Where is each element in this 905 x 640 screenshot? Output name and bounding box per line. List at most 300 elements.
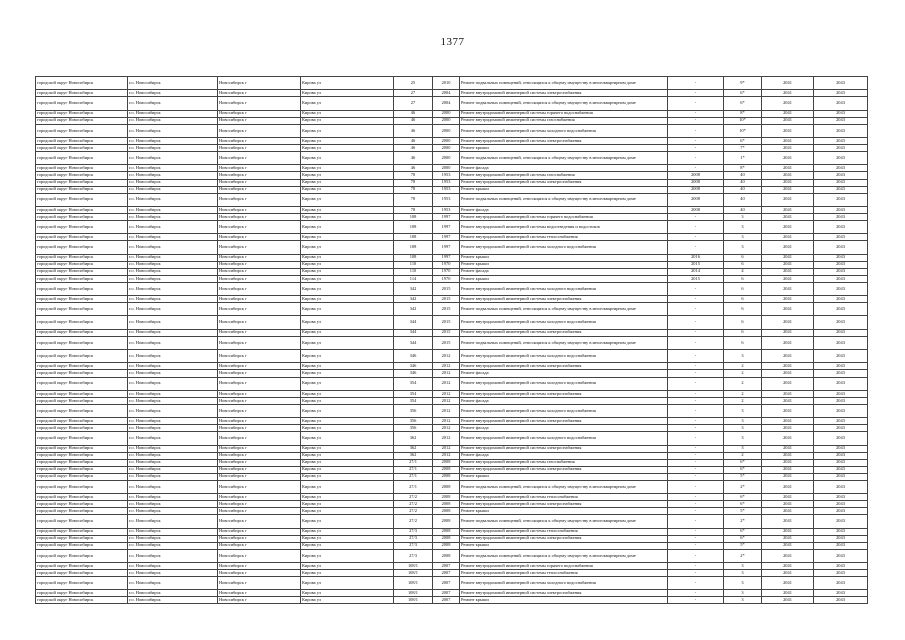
repair-schedule-table: [35, 76, 868, 604]
work-type-cell: Ремонт внутридомовой инженерной системы теплоснабжения: [460, 528, 668, 535]
house-number-cell: 356: [394, 418, 433, 425]
municipality-cell: городской округ Новосибирск: [36, 445, 128, 452]
start-year-cell: 2041: [762, 418, 814, 425]
end-year-cell: 2043: [814, 110, 868, 117]
build-year-cell: 2012: [433, 390, 460, 397]
city-cell: Новосибирск г: [218, 329, 301, 336]
end-year-cell: 2043: [814, 117, 868, 124]
district-cell: г.о. Новосибирск: [128, 117, 218, 124]
city-cell: Новосибирск г: [218, 508, 301, 515]
end-year-cell: 2043: [814, 542, 868, 549]
house-number-cell: 78: [394, 206, 433, 213]
street-cell: Кирова ул: [301, 597, 394, 604]
end-year-cell: 2043: [814, 77, 868, 90]
street-cell: Кирова ул: [301, 172, 394, 179]
build-year-cell: 2000: [433, 138, 460, 145]
table-row: [36, 77, 868, 90]
district-cell: г.о. Новосибирск: [128, 303, 218, 316]
start-year-cell: 2041: [762, 110, 814, 117]
street-cell: Кирова ул: [301, 432, 394, 445]
district-cell: г.о. Новосибирск: [128, 418, 218, 425]
last-repair-year-cell: -: [668, 577, 724, 590]
district-cell: г.о. Новосибирск: [128, 473, 218, 480]
house-number-cell: 362: [394, 452, 433, 459]
table-row: [36, 261, 868, 268]
house-number-cell: 46: [394, 165, 433, 172]
wear-cell: 8*: [724, 165, 762, 172]
end-year-cell: 2043: [814, 186, 868, 193]
district-cell: г.о. Новосибирск: [128, 549, 218, 562]
build-year-cell: 2000: [433, 145, 460, 152]
district-cell: г.о. Новосибирск: [128, 515, 218, 528]
house-number-cell: 354: [394, 390, 433, 397]
city-cell: Новосибирск г: [218, 494, 301, 501]
street-cell: Кирова ул: [301, 90, 394, 97]
build-year-cell: 2000: [433, 165, 460, 172]
city-cell: Новосибирск г: [218, 459, 301, 466]
work-type-cell: Ремонт крыши: [460, 542, 668, 549]
municipality-cell: городской округ Новосибирск: [36, 515, 128, 528]
work-type-cell: Ремонт внутридомовой инженерной системы горячего водоснабжения: [460, 562, 668, 569]
district-cell: г.о. Новосибирск: [128, 390, 218, 397]
end-year-cell: 2043: [814, 316, 868, 329]
house-number-cell: 110: [394, 268, 433, 275]
end-year-cell: 2043: [814, 577, 868, 590]
build-year-cell: 2000: [433, 152, 460, 165]
work-type-cell: Ремонт внутридомовой инженерной системы электроснабжения: [460, 329, 668, 336]
municipality-cell: городской округ Новосибирск: [36, 234, 128, 241]
district-cell: г.о. Новосибирск: [128, 316, 218, 329]
house-number-cell: 346: [394, 363, 433, 370]
build-year-cell: 2007: [433, 577, 460, 590]
municipality-cell: городской округ Новосибирск: [36, 459, 128, 466]
build-year-cell: 2008: [433, 473, 460, 480]
house-number-cell: 108/1: [394, 570, 433, 577]
district-cell: г.о. Новосибирск: [128, 193, 218, 206]
house-number-cell: 27: [394, 90, 433, 97]
table-row: [36, 165, 868, 172]
table-row: [36, 508, 868, 515]
district-cell: г.о. Новосибирск: [128, 268, 218, 275]
build-year-cell: 2015: [433, 329, 460, 336]
district-cell: г.о. Новосибирск: [128, 97, 218, 110]
table-row: [36, 577, 868, 590]
table-row: [36, 350, 868, 363]
city-cell: Новосибирск г: [218, 390, 301, 397]
municipality-cell: городской округ Новосибирск: [36, 254, 128, 261]
end-year-cell: 2043: [814, 473, 868, 480]
table-row: [36, 445, 868, 452]
city-cell: Новосибирск г: [218, 549, 301, 562]
work-type-cell: Ремонт внутридомовой инженерной системы холодного водоснабжения: [460, 377, 668, 390]
table-row: [36, 363, 868, 370]
house-number-cell: 46: [394, 124, 433, 137]
house-number-cell: 346: [394, 350, 433, 363]
build-year-cell: 1970: [433, 261, 460, 268]
last-repair-year-cell: -: [668, 562, 724, 569]
table-row: [36, 390, 868, 397]
start-year-cell: 2041: [762, 316, 814, 329]
wear-cell: 6*: [724, 535, 762, 542]
work-type-cell: Ремонт внутридомовой инженерной системы теплоснабжения: [460, 234, 668, 241]
work-type-cell: Ремонт подвальных помещений, относящихся к общему имуществу в многоквартирном доме: [460, 77, 668, 90]
street-cell: Кирова ул: [301, 206, 394, 213]
end-year-cell: 2043: [814, 152, 868, 165]
end-year-cell: 2043: [814, 570, 868, 577]
build-year-cell: 2012: [433, 445, 460, 452]
municipality-cell: городской округ Новосибирск: [36, 508, 128, 515]
house-number-cell: 114: [394, 275, 433, 282]
build-year-cell: 2004: [433, 90, 460, 97]
build-year-cell: 2000: [433, 124, 460, 137]
last-repair-year-cell: -: [668, 418, 724, 425]
wear-cell: 2: [724, 370, 762, 377]
end-year-cell: 2043: [814, 445, 868, 452]
end-year-cell: 2043: [814, 404, 868, 417]
street-cell: Кирова ул: [301, 213, 394, 220]
municipality-cell: городской округ Новосибирск: [36, 562, 128, 569]
wear-cell: 2*: [724, 480, 762, 493]
wear-cell: 3: [724, 445, 762, 452]
last-repair-year-cell: -: [668, 350, 724, 363]
street-cell: Кирова ул: [301, 459, 394, 466]
wear-cell: 6: [724, 254, 762, 261]
work-type-cell: Ремонт подвальных помещений, относящихся к общему имуществу в многоквартирном доме: [460, 515, 668, 528]
municipality-cell: городской округ Новосибирск: [36, 221, 128, 234]
municipality-cell: городской округ Новосибирск: [36, 494, 128, 501]
wear-cell: 4: [724, 268, 762, 275]
work-type-cell: Ремонт внутридомовой инженерной системы электроснабжения: [460, 390, 668, 397]
wear-cell: 6*: [724, 494, 762, 501]
start-year-cell: 2041: [762, 508, 814, 515]
start-year-cell: 2041: [762, 97, 814, 110]
city-cell: Новосибирск г: [218, 193, 301, 206]
start-year-cell: 2041: [762, 363, 814, 370]
house-number-cell: 27/1: [394, 473, 433, 480]
municipality-cell: городской округ Новосибирск: [36, 303, 128, 316]
street-cell: Кирова ул: [301, 241, 394, 254]
last-repair-year-cell: -: [668, 535, 724, 542]
table-row: [36, 418, 868, 425]
city-cell: Новосибирск г: [218, 350, 301, 363]
wear-cell: 10*: [724, 124, 762, 137]
municipality-cell: городской округ Новосибирск: [36, 97, 128, 110]
start-year-cell: 2041: [762, 501, 814, 508]
house-number-cell: 46: [394, 152, 433, 165]
wear-cell: 3: [724, 241, 762, 254]
district-cell: г.о. Новосибирск: [128, 241, 218, 254]
district-cell: г.о. Новосибирск: [128, 329, 218, 336]
end-year-cell: 2043: [814, 459, 868, 466]
street-cell: Кирова ул: [301, 110, 394, 117]
street-cell: Кирова ул: [301, 452, 394, 459]
house-number-cell: 362: [394, 432, 433, 445]
wear-cell: 9*: [724, 77, 762, 90]
house-number-cell: 46: [394, 117, 433, 124]
build-year-cell: 1997: [433, 254, 460, 261]
municipality-cell: городской округ Новосибирск: [36, 77, 128, 90]
street-cell: Кирова ул: [301, 275, 394, 282]
street-cell: Кирова ул: [301, 494, 394, 501]
street-cell: Кирова ул: [301, 234, 394, 241]
last-repair-year-cell: -: [668, 404, 724, 417]
start-year-cell: 2041: [762, 577, 814, 590]
build-year-cell: 2007: [433, 570, 460, 577]
table-row: [36, 336, 868, 349]
district-cell: г.о. Новосибирск: [128, 597, 218, 604]
wear-cell: 3: [724, 221, 762, 234]
wear-cell: 3: [724, 570, 762, 577]
build-year-cell: 2008: [433, 542, 460, 549]
street-cell: Кирова ул: [301, 466, 394, 473]
build-year-cell: 2012: [433, 418, 460, 425]
last-repair-year-cell: -: [668, 90, 724, 97]
work-type-cell: Ремонт крыши: [460, 473, 668, 480]
municipality-cell: городской округ Новосибирск: [36, 193, 128, 206]
wear-cell: 40: [724, 172, 762, 179]
district-cell: г.о. Новосибирск: [128, 213, 218, 220]
wear-cell: 6: [724, 303, 762, 316]
municipality-cell: городской округ Новосибирск: [36, 397, 128, 404]
table-row: [36, 172, 868, 179]
house-number-cell: 344: [394, 336, 433, 349]
build-year-cell: 2007: [433, 597, 460, 604]
wear-cell: 3: [724, 562, 762, 569]
start-year-cell: 2041: [762, 494, 814, 501]
work-type-cell: Ремонт внутридомовой инженерной системы электроснабжения: [460, 363, 668, 370]
start-year-cell: 2041: [762, 515, 814, 528]
wear-cell: 6: [724, 336, 762, 349]
work-type-cell: Ремонт внутридомовой инженерной системы электроснабжения: [460, 445, 668, 452]
start-year-cell: 2041: [762, 206, 814, 213]
work-type-cell: Ремонт крыши: [460, 261, 668, 268]
municipality-cell: городской округ Новосибирск: [36, 501, 128, 508]
street-cell: Кирова ул: [301, 501, 394, 508]
house-number-cell: 108: [394, 241, 433, 254]
wear-cell: 3: [724, 432, 762, 445]
build-year-cell: 1953: [433, 172, 460, 179]
city-cell: Новосибирск г: [218, 590, 301, 597]
work-type-cell: Ремонт внутридомовой инженерной системы холодного водоснабжения: [460, 350, 668, 363]
build-year-cell: 2008: [433, 480, 460, 493]
build-year-cell: 2012: [433, 452, 460, 459]
wear-cell: 3: [724, 577, 762, 590]
street-cell: Кирова ул: [301, 329, 394, 336]
start-year-cell: 2041: [762, 445, 814, 452]
district-cell: г.о. Новосибирск: [128, 501, 218, 508]
municipality-cell: городской округ Новосибирск: [36, 452, 128, 459]
start-year-cell: 2041: [762, 597, 814, 604]
district-cell: г.о. Новосибирск: [128, 124, 218, 137]
table-row: [36, 480, 868, 493]
last-repair-year-cell: -: [668, 466, 724, 473]
city-cell: Новосибирск г: [218, 473, 301, 480]
build-year-cell: 1953: [433, 206, 460, 213]
build-year-cell: 2012: [433, 370, 460, 377]
city-cell: Новосибирск г: [218, 418, 301, 425]
end-year-cell: 2043: [814, 329, 868, 336]
municipality-cell: городской округ Новосибирск: [36, 390, 128, 397]
build-year-cell: 2008: [433, 508, 460, 515]
wear-cell: 6*: [724, 528, 762, 535]
end-year-cell: 2043: [814, 562, 868, 569]
end-year-cell: 2043: [814, 282, 868, 295]
start-year-cell: 2041: [762, 234, 814, 241]
build-year-cell: 1953: [433, 186, 460, 193]
work-type-cell: Ремонт внутридомовой инженерной системы электроснабжения: [460, 466, 668, 473]
wear-cell: 2: [724, 390, 762, 397]
end-year-cell: 2043: [814, 268, 868, 275]
end-year-cell: 2043: [814, 508, 868, 515]
district-cell: г.о. Новосибирск: [128, 145, 218, 152]
table-row: [36, 528, 868, 535]
city-cell: Новосибирск г: [218, 515, 301, 528]
last-repair-year-cell: -: [668, 432, 724, 445]
street-cell: Кирова ул: [301, 377, 394, 390]
municipality-cell: городской округ Новосибирск: [36, 542, 128, 549]
end-year-cell: 2043: [814, 193, 868, 206]
city-cell: Новосибирск г: [218, 377, 301, 390]
house-number-cell: 78: [394, 193, 433, 206]
municipality-cell: городской округ Новосибирск: [36, 370, 128, 377]
last-repair-year-cell: -: [668, 397, 724, 404]
house-number-cell: 27/1: [394, 459, 433, 466]
start-year-cell: 2041: [762, 165, 814, 172]
table-row: [36, 213, 868, 220]
work-type-cell: Ремонт внутридомовой инженерной системы электроснабжения: [460, 535, 668, 542]
end-year-cell: 2043: [814, 213, 868, 220]
work-type-cell: Ремонт внутридомовой инженерной системы электроснабжения: [460, 296, 668, 303]
wear-cell: 40: [724, 193, 762, 206]
city-cell: Новосибирск г: [218, 275, 301, 282]
street-cell: Кирова ул: [301, 296, 394, 303]
municipality-cell: городской округ Новосибирск: [36, 404, 128, 417]
work-type-cell: Ремонт внутридомовой инженерной системы электроснабжения: [460, 501, 668, 508]
table-row: [36, 186, 868, 193]
municipality-cell: городской округ Новосибирск: [36, 296, 128, 303]
table-row: [36, 179, 868, 186]
work-type-cell: Ремонт внутридомовой инженерной системы холодного водоснабжения: [460, 124, 668, 137]
wear-cell: 2: [724, 363, 762, 370]
municipality-cell: городской округ Новосибирск: [36, 172, 128, 179]
city-cell: Новосибирск г: [218, 501, 301, 508]
start-year-cell: 2041: [762, 172, 814, 179]
work-type-cell: Ремонт подвальных помещений, относящихся к общему имуществу в многоквартирном доме: [460, 549, 668, 562]
table-row: [36, 570, 868, 577]
table-row: [36, 466, 868, 473]
house-number-cell: 27/3: [394, 542, 433, 549]
street-cell: Кирова ул: [301, 549, 394, 562]
house-number-cell: 78: [394, 186, 433, 193]
house-number-cell: 46: [394, 145, 433, 152]
table-row: [36, 494, 868, 501]
end-year-cell: 2043: [814, 425, 868, 432]
municipality-cell: городской округ Новосибирск: [36, 179, 128, 186]
district-cell: г.о. Новосибирск: [128, 542, 218, 549]
start-year-cell: 2041: [762, 425, 814, 432]
work-type-cell: Ремонт внутридомовой инженерной системы холодного водоснабжения: [460, 404, 668, 417]
wear-cell: 6*: [724, 90, 762, 97]
end-year-cell: 2043: [814, 124, 868, 137]
district-cell: г.о. Новосибирск: [128, 172, 218, 179]
municipality-cell: городской округ Новосибирск: [36, 124, 128, 137]
work-type-cell: Ремонт внутридомовой инженерной системы холодного водоснабжения: [460, 577, 668, 590]
end-year-cell: 2043: [814, 466, 868, 473]
city-cell: Новосибирск г: [218, 206, 301, 213]
city-cell: Новосибирск г: [218, 261, 301, 268]
last-repair-year-cell: -: [668, 165, 724, 172]
table-row: [36, 138, 868, 145]
city-cell: Новосибирск г: [218, 221, 301, 234]
city-cell: Новосибирск г: [218, 152, 301, 165]
start-year-cell: 2041: [762, 466, 814, 473]
wear-cell: 6*: [724, 138, 762, 145]
wear-cell: 6: [724, 329, 762, 336]
district-cell: г.о. Новосибирск: [128, 494, 218, 501]
district-cell: г.о. Новосибирск: [128, 466, 218, 473]
house-number-cell: 344: [394, 316, 433, 329]
street-cell: Кирова ул: [301, 268, 394, 275]
house-number-cell: 110: [394, 261, 433, 268]
last-repair-year-cell: -: [668, 370, 724, 377]
last-repair-year-cell: -: [668, 452, 724, 459]
table-row: [36, 370, 868, 377]
build-year-cell: 2008: [433, 515, 460, 528]
work-type-cell: Ремонт внутридомовой инженерной системы газоснабжения: [460, 172, 668, 179]
street-cell: Кирова ул: [301, 124, 394, 137]
wear-cell: 3: [724, 404, 762, 417]
municipality-cell: городской округ Новосибирск: [36, 597, 128, 604]
work-type-cell: Ремонт фасада: [460, 425, 668, 432]
build-year-cell: 2012: [433, 397, 460, 404]
district-cell: г.о. Новосибирск: [128, 234, 218, 241]
last-repair-year-cell: -: [668, 494, 724, 501]
wear-cell: 2*: [724, 549, 762, 562]
house-number-cell: 78: [394, 179, 433, 186]
work-type-cell: Ремонт крыши: [460, 254, 668, 261]
last-repair-year-cell: -: [668, 549, 724, 562]
city-cell: Новосибирск г: [218, 404, 301, 417]
table-row: [36, 254, 868, 261]
end-year-cell: 2043: [814, 206, 868, 213]
house-number-cell: 108/1: [394, 562, 433, 569]
municipality-cell: городской округ Новосибирск: [36, 110, 128, 117]
end-year-cell: 2043: [814, 397, 868, 404]
last-repair-year-cell: -: [668, 138, 724, 145]
wear-cell: 6*: [724, 466, 762, 473]
work-type-cell: Ремонт внутридомовой инженерной системы электроснабжения: [460, 179, 668, 186]
district-cell: г.о. Новосибирск: [128, 363, 218, 370]
start-year-cell: 2041: [762, 528, 814, 535]
municipality-cell: городской округ Новосибирск: [36, 425, 128, 432]
start-year-cell: 2041: [762, 193, 814, 206]
city-cell: Новосибирск г: [218, 97, 301, 110]
municipality-cell: городской округ Новосибирск: [36, 117, 128, 124]
build-year-cell: 1997: [433, 234, 460, 241]
build-year-cell: 2012: [433, 350, 460, 363]
city-cell: Новосибирск г: [218, 186, 301, 193]
municipality-cell: городской округ Новосибирск: [36, 241, 128, 254]
house-number-cell: 362: [394, 445, 433, 452]
table-row: [36, 329, 868, 336]
wear-cell: 2: [724, 377, 762, 390]
wear-cell: 6*: [724, 459, 762, 466]
last-repair-year-cell: -: [668, 390, 724, 397]
work-type-cell: Ремонт фасада: [460, 165, 668, 172]
last-repair-year-cell: -: [668, 480, 724, 493]
start-year-cell: 2041: [762, 296, 814, 303]
wear-cell: 2*: [724, 515, 762, 528]
